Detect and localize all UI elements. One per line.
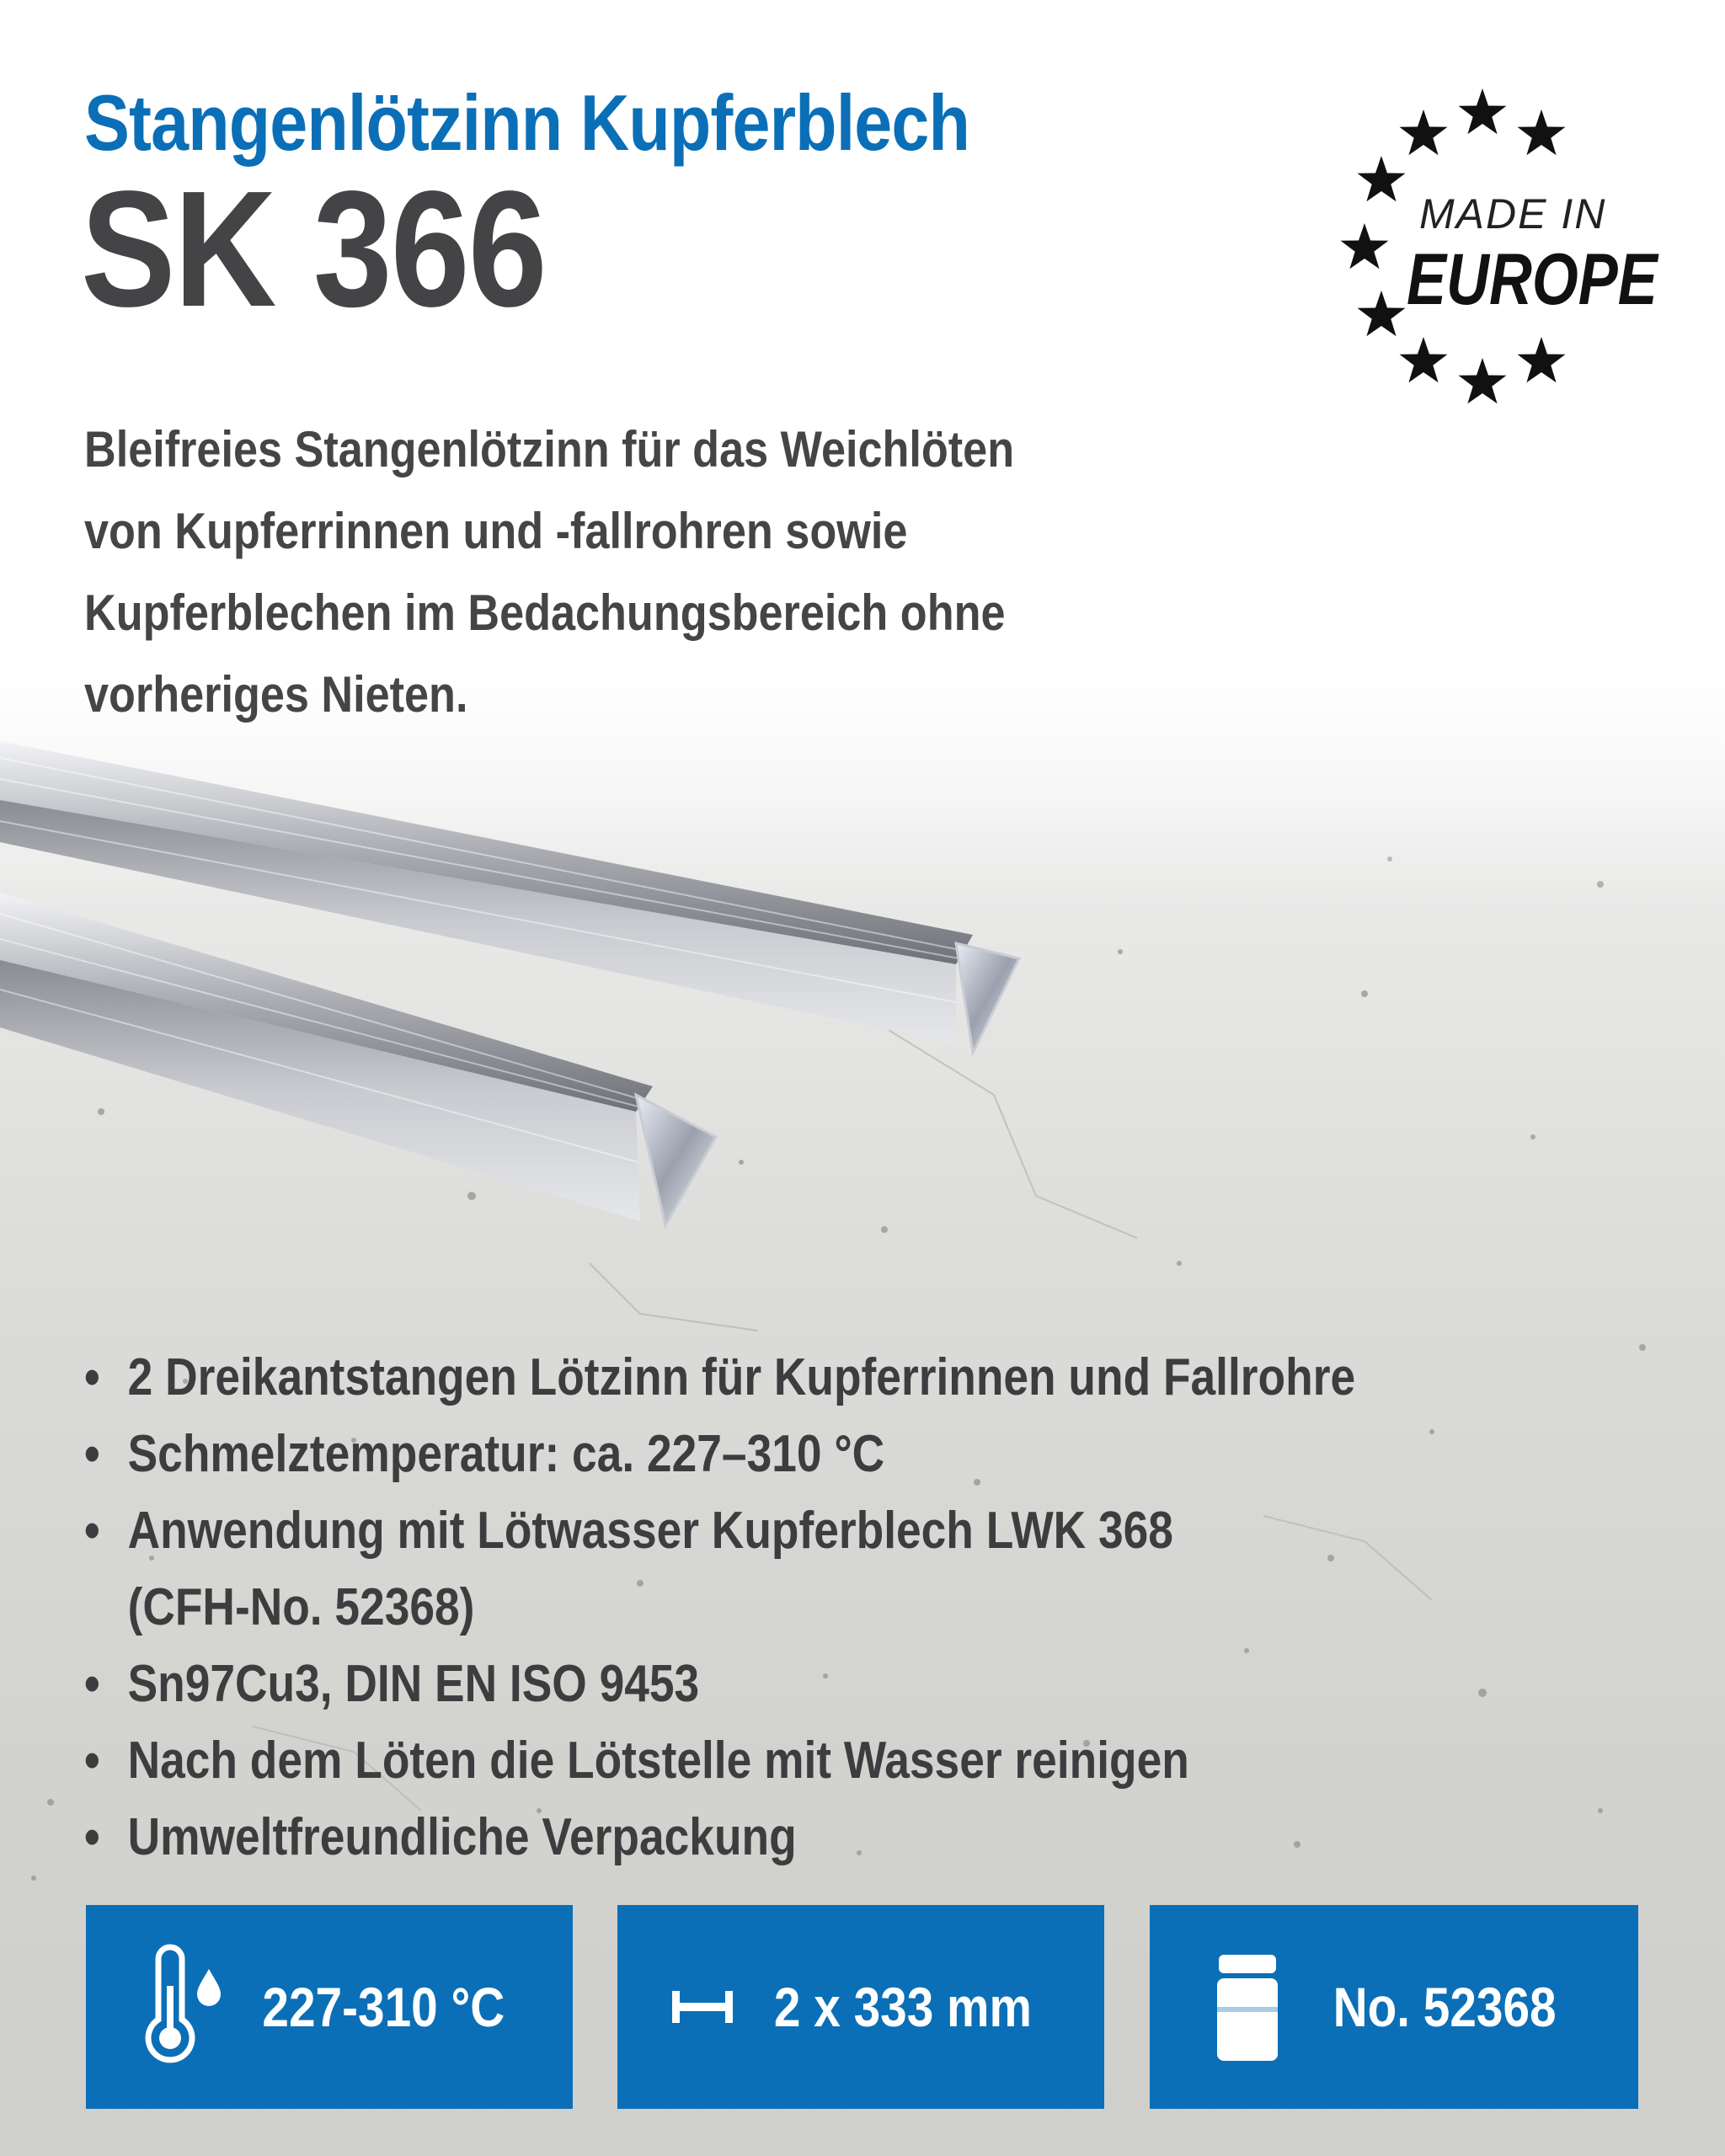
intro-text [84, 408, 1074, 735]
bullet: • [84, 1348, 100, 1406]
feature-item [84, 1339, 1355, 1416]
product-code: SK 366 [81, 157, 546, 341]
badge-made-in: MADE IN [1419, 190, 1607, 237]
feature-text: Schmelztemperatur: ca. 227–310 °C [127, 1425, 885, 1483]
length-info-box [617, 1905, 1104, 2109]
bullet: • [84, 1502, 100, 1560]
feature-item [84, 1492, 1355, 1646]
temperature-value: 227-310 °C [262, 1976, 505, 2038]
intro-line: vorheriges Nieten. [84, 666, 468, 723]
made-in-europe-badge [1272, 80, 1658, 434]
feature-text: Umweltfreundliche Verpackung [127, 1808, 797, 1866]
feature-text: Anwendung mit Lötwasser Kupferblech LWK 368 [127, 1502, 1173, 1560]
feature-list [84, 1339, 1355, 1876]
feature-item [84, 1799, 1355, 1876]
length-value: 2 x 333 mm [773, 1976, 1033, 2038]
feature-item [84, 1646, 1355, 1722]
bullet: • [84, 1425, 100, 1483]
intro-line: Bleifreies Stangenlötzinn für das Weichlöten [84, 421, 1015, 478]
article-number-value: No. 52368 [1332, 1976, 1557, 2038]
thermometer-icon [135, 1944, 227, 2070]
container-icon [1214, 1948, 1281, 2066]
article-number-info-box [1150, 1905, 1638, 2109]
product-title: Stangenlötzinn Kupferblech [84, 78, 970, 167]
feature-text: Sn97Cu3, DIN EN ISO 9453 [127, 1655, 700, 1713]
solder-rods-image [0, 741, 1095, 1280]
badge-europe: EUROPE [1407, 239, 1658, 320]
feature-item [84, 1722, 1355, 1799]
feature-text-continuation: (CFH-No. 52368) [127, 1578, 475, 1636]
feature-text: Nach dem Löten die Lötstelle mit Wasser reinigen [127, 1732, 1189, 1790]
bullet: • [84, 1732, 100, 1790]
length-icon [669, 1986, 736, 2028]
bullet: • [84, 1808, 100, 1866]
intro-line: von Kupferrinnen und -fallrohren sowie [84, 503, 908, 559]
feature-text: 2 Dreikantstangen Lötzinn für Kupferrinnen und Fallrohre [127, 1348, 1356, 1406]
bullet: • [84, 1655, 100, 1713]
feature-item [84, 1416, 1355, 1492]
intro-line: Kupferblechen im Bedachungsbereich ohne [84, 584, 1006, 641]
temperature-info-box [86, 1905, 573, 2109]
